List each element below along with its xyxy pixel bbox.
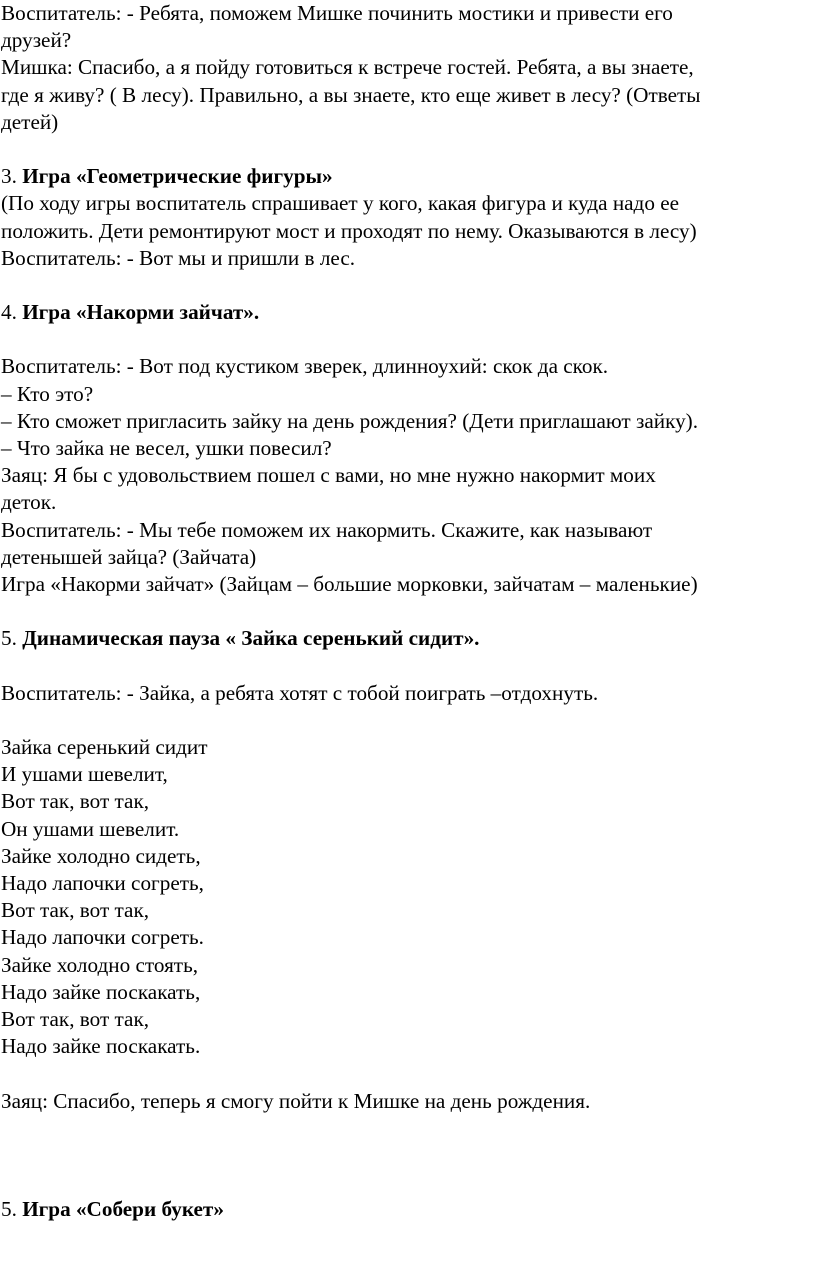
section-title: Игра «Собери букет» (22, 1197, 224, 1222)
paragraph-line: детенышей зайца? (Зайчата) (1, 544, 257, 569)
section-title: Игра «Геометрические фигуры» (22, 164, 333, 189)
paragraph-line: – Кто сможет пригласить зайку на день рождения? (Дети приглашают зайку). (1, 408, 699, 433)
section-title: Игра «Накорми зайчат». (22, 300, 260, 325)
paragraph-line: Воспитатель: - Вот мы и пришли в лес. (1, 245, 356, 270)
poem-line: Вот так, вот так, (1, 1006, 150, 1031)
paragraph-line: – Кто это? (1, 381, 94, 406)
paragraph-line: Заяц: Спасибо, теперь я смогу пойти к Мишке на день рождения. (1, 1088, 591, 1113)
section-number: 4. (1, 300, 23, 325)
paragraph-line: положить. Дети ремонтируют мост и проходят по нему. Оказываются в лесу) (1, 218, 697, 243)
poem-line: Надо зайке поскакать. (1, 1034, 201, 1059)
section-heading (1, 299, 816, 326)
paragraph-line: Игра «Накорми зайчат» (Зайцам – большие морковки, зайчатам – маленькие) (1, 571, 698, 596)
paragraph-line: Воспитатель: - Зайка, а ребята хотят с тобой поиграть –отдохнуть. (1, 680, 599, 705)
intro-line: Воспитатель: - Ребята, поможем Мишке починить мостики и привести его (1, 1, 673, 25)
poem-line: Вот так, вот так, (1, 789, 150, 814)
section-number: 5. (1, 1197, 23, 1222)
paragraph-line: Воспитатель: - Мы тебе поможем их накормить. Скажите, как называют (1, 517, 653, 542)
paragraph-line: – Что зайка не весел, ушки повесил? (1, 436, 332, 460)
intro-line: где я живу? ( В лесу). Правильно, а вы знаете, кто еще живет в лесу? (Ответы (1, 82, 701, 107)
poem-line: Зайке холодно сидеть, (1, 843, 201, 868)
paragraph-line: Заяц: Я бы с удовольствием пошел с вами, но мне нужно накормит моих (1, 463, 656, 488)
section-title: Динамическая пауза « Зайка серенький сидит». (22, 626, 480, 651)
section-heading (1, 1196, 816, 1223)
poem-line: Вот так, вот так, (1, 898, 150, 923)
poem-line: Надо лапочки согреть, (1, 871, 204, 895)
section-heading (1, 163, 816, 190)
section-number: 3. (1, 164, 23, 189)
poem-line: И ушами шевелит, (1, 762, 168, 787)
intro-line: Мишка: Спасибо, а я пойду готовиться к встрече гостей. Ребята, а вы знаете, (1, 55, 694, 80)
paragraph-line: деток. (1, 490, 57, 515)
section-number: 5. (1, 626, 23, 651)
paragraph-line: (По ходу игры воспитатель спрашивает у кого, какая фигура и куда надо ее (1, 191, 680, 216)
poem-line: Зайка серенький сидит (1, 735, 208, 760)
paragraph-line: Воспитатель: - Вот под кустиком зверек, длинноухий: скок да скок. (1, 354, 609, 379)
poem-line: Надо зайке поскакать, (1, 979, 201, 1004)
poem-line: Зайке холодно стоять, (1, 952, 199, 977)
intro-line: детей) (1, 109, 59, 134)
section-heading (1, 625, 816, 652)
intro-line: друзей? (1, 28, 72, 53)
poem-line: Надо лапочки согреть. (1, 925, 204, 950)
poem-line: Он ушами шевелит. (1, 816, 180, 841)
